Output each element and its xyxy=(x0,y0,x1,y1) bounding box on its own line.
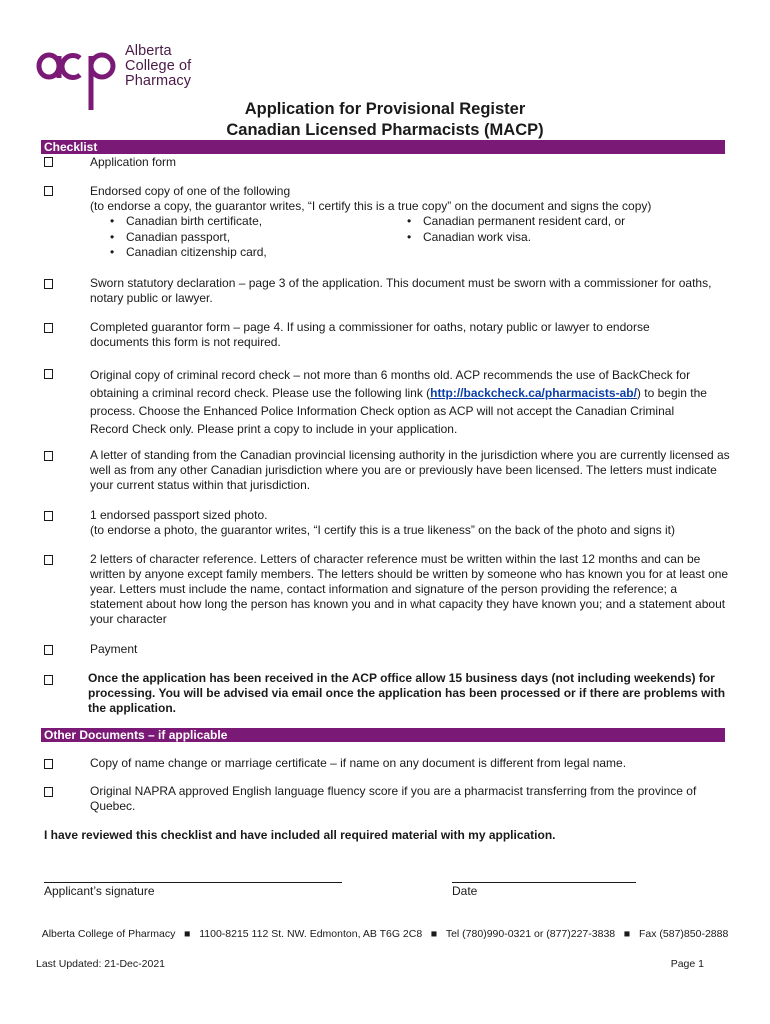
checklist-item-character-reference: 2 letters of character reference. Letters of character reference must be written within the last 12 months and can be written by anyone except family members. The letters should be written by someone who has known you for at least one year. Letters must include the name, contact information and signature of the person providing the reference; a statement about how long the person has known you and in what capacity they have known you; and a statement about your character xyxy=(90,552,729,626)
page-title-line-2: Canadian Licensed Pharmacists (MACP) xyxy=(226,121,544,139)
separator-icon: ■ xyxy=(425,928,444,940)
checkbox-statutory-declaration[interactable] xyxy=(44,279,53,289)
footer-tel: Tel (780)990-0321 or (877)227-3838 xyxy=(445,928,616,940)
checkbox-language-fluency[interactable] xyxy=(44,787,53,797)
id-bullets-right xyxy=(407,214,707,245)
bullet-item: • Canadian citizenship card, xyxy=(110,245,267,259)
footer-contact xyxy=(0,928,770,940)
checklist-item-payment: Payment xyxy=(90,642,138,656)
bullet-item: • Canadian permanent resident card, or xyxy=(407,214,626,228)
checklist-item-endorsed-copy xyxy=(90,184,730,214)
checklist-item-guarantor-form: Completed guarantor form – page 4. If using a commissioner for oaths, notary public or lawyer to endorse documents this form is not required. xyxy=(90,320,650,349)
applicant-signature-label: Applicant’s signature xyxy=(44,884,155,898)
passport-photo-line-1: 1 endorsed passport sized photo. xyxy=(90,508,268,522)
bullet-item: • Canadian work visa. xyxy=(407,229,532,244)
id-bullets-left xyxy=(110,214,400,261)
checkbox-application-form[interactable] xyxy=(44,157,53,167)
footer-fax: Fax (587)850-2888 xyxy=(639,928,729,940)
separator-icon: ■ xyxy=(178,928,197,940)
checkbox-passport-photo[interactable] xyxy=(44,511,53,521)
checkbox-processing-notice[interactable] xyxy=(44,675,53,685)
checkbox-guarantor-form[interactable] xyxy=(44,323,53,333)
other-item-language-fluency: Original NAPRA approved English language fluency score if you are a pharmacist transferring from the province of Quebec. xyxy=(90,784,697,813)
bullet-item: • Canadian passport, xyxy=(110,229,231,244)
logo-line-1: Alberta xyxy=(125,43,172,59)
checklist-item-letter-of-standing: A letter of standing from the Canadian provincial licensing authority in the jurisdiction where you are currently licensed as well as from any other Canadian jurisdiction where you are or previously have been licensed. The letters must indicate your current status within that jurisdiction. xyxy=(90,448,730,492)
other-documents-heading: Other Documents – if applicable xyxy=(41,728,725,742)
checkbox-letter-of-standing[interactable] xyxy=(44,451,53,461)
checklist-item-statutory-declaration: Sworn statutory declaration – page 3 of the application. This document must be sworn with a commissioner for oaths, notary public or lawyer. xyxy=(90,276,712,305)
last-updated: Last Updated: 21-Dec-2021 xyxy=(36,958,165,970)
checkbox-name-change[interactable] xyxy=(44,759,53,769)
page-number: Page 1 xyxy=(670,958,704,970)
checkbox-endorsed-copy[interactable] xyxy=(44,186,53,196)
checklist-item-criminal-record: Original copy of criminal record check – not more than 6 months old. ACP recommends the use of BackCheck for obtaining a criminal record check. Please use the following link (http://backcheck.ca/pharmacists-ab/) to begin the process. Choose the Enhanced Police Information Check option as ACP will not accept the Canadian Criminal Record Check only. Please print a copy to include in your application. xyxy=(90,368,707,436)
endorsed-copy-line-2: (to endorse a copy, the guarantor writes, “I certify this is a true copy” on the document and signs the copy) xyxy=(90,199,652,213)
checkbox-criminal-record[interactable] xyxy=(44,369,53,379)
date-line[interactable] xyxy=(452,882,636,883)
backcheck-link[interactable]: http://backcheck.ca/pharmacists-ab/ xyxy=(430,386,637,400)
checkbox-character-reference[interactable] xyxy=(44,555,53,565)
footer-org: Alberta College of Pharmacy xyxy=(41,928,176,940)
logo-line-3: Pharmacy xyxy=(125,73,192,89)
date-label: Date xyxy=(452,884,478,898)
logo-line-2: College of xyxy=(125,58,192,74)
bullet-item: • Canadian birth certificate, xyxy=(110,214,263,228)
checklist-item-application-form: Application form xyxy=(90,155,177,169)
endorsed-copy-line-1: Endorsed copy of one of the following xyxy=(90,184,291,198)
footer-address: 1100-8215 112 St. NW. Edmonton, AB T6G 2C8 xyxy=(199,928,423,940)
confirmation-statement: I have reviewed this checklist and have included all required material with my application. xyxy=(44,828,556,842)
passport-photo-line-2: (to endorse a photo, the guarantor writes, “I certify this is a true likeness” on the back of the photo and signs it) xyxy=(90,523,675,537)
checklist-heading: Checklist xyxy=(41,140,725,154)
checklist-item-processing-notice: Once the application has been received in the ACP office allow 15 business days (not including weekends) for processing. You will be advised via email once the application has been processed or if there are problems with the application. xyxy=(88,671,726,715)
checklist-item-passport-photo xyxy=(90,508,730,538)
logo-wordmark xyxy=(125,44,191,89)
separator-icon: ■ xyxy=(618,928,637,940)
applicant-signature-line[interactable] xyxy=(44,882,342,883)
other-item-name-change: Copy of name change or marriage certificate – if name on any document is different from legal name. xyxy=(90,756,627,770)
checkbox-payment[interactable] xyxy=(44,645,53,655)
page-title-line-1: Application for Provisional Register xyxy=(244,100,526,118)
